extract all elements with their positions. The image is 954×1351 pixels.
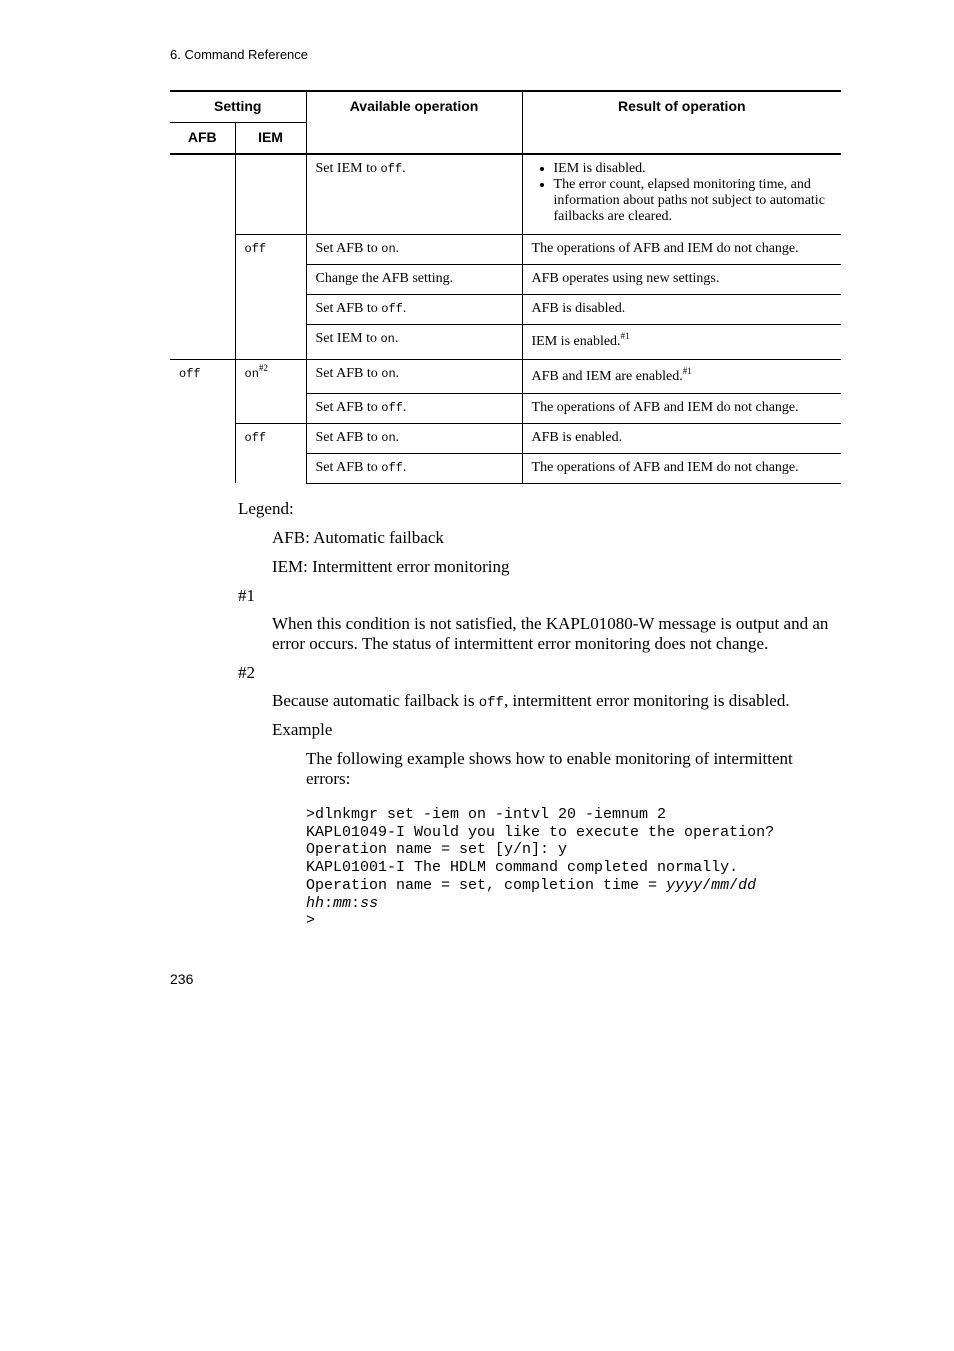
afb-cell [170,234,235,359]
footnote-ref: #2 [258,362,268,373]
note-1-label: #1 [238,586,255,605]
example-heading: Example [272,720,333,739]
result-cell: AFB and IEM are enabled.$^{\#1}$ [522,359,841,393]
header-result-of-operation: Result of operation [522,91,841,154]
note-2-label: #2 [238,663,255,682]
header-iem: IEM [235,123,306,155]
operation-cell: Set AFB to off. [306,294,522,324]
operation-cell: Set IEM to off. [306,154,522,234]
table-row [170,234,841,264]
result-cell: AFB operates using new settings. [522,264,841,294]
list-item: • IEM is disabled. [554,161,833,177]
result-cell: AFB is enabled. [522,423,841,453]
operation-cell: Set IEM to on. [306,324,522,359]
result-bullet-list [532,161,833,225]
table-row [170,423,841,453]
running-header: 6. Command Reference [170,47,309,62]
header-setting: Setting [170,91,306,123]
operation-cell: Change the AFB setting. [306,264,522,294]
operation-cell: Set AFB to off. [306,453,522,483]
legend-iem: IEM: Intermittent error monitoring [272,557,510,576]
page-number: 236 [170,971,194,987]
result-cell: The operations of AFB and IEM do not change. [522,453,841,483]
note-1-text: When this condition is not satisfied, the KAPL01080-W message is output and an error occurs. The status of intermittent error monitoring does not change. [272,614,829,653]
operation-cell: Set AFB to on. [306,423,522,453]
afb-cell [170,154,235,234]
example-code-block: >dlnkmgr set -iem on -intvl 20 -iemnum 2 KAPL01049-I Would you like to execute the operation? Operation name = set [y/n]: y KAPL01001-I The HDLM command completed normally. Operation name = set, completion time = yyyy/mm/dd hh:mm:ss > [306,806,775,930]
footnote-ref: #1 [620,330,630,341]
result-cell: AFB is disabled. [522,294,841,324]
table-row [170,359,841,393]
iem-cell: off [235,234,306,359]
result-cell: The operations of AFB and IEM do not change. [522,234,841,264]
example-description: The following example shows how to enable monitoring of intermittent errors: [306,749,793,788]
list-item: • The error count, elapsed monitoring time, and information about paths not subject to automatic failbacks are cleared. [554,177,833,225]
afb-cell: off [170,359,235,483]
operation-cell: Set AFB to off. [306,393,522,423]
result-cell [522,154,841,234]
iem-cell [235,154,306,234]
table-row [170,154,841,234]
iem-cell: off [235,423,306,483]
footnote-ref: #1 [682,365,692,376]
legend-afb: AFB: Automatic failback [272,528,444,547]
header-afb: AFB [170,123,235,155]
note-2-text: Because automatic failback is off, intermittent error monitoring is disabled. [272,691,790,711]
operation-cell: Set AFB to on. [306,234,522,264]
afb-iem-operation-table [170,90,841,484]
result-cell: The operations of AFB and IEM do not change. [522,393,841,423]
result-cell: IEM is enabled.$^{\#1}$ [522,324,841,359]
legend-title: Legend: [238,499,294,518]
operation-cell: Set AFB to on. [306,359,522,393]
iem-cell: $on^{\#2}$ [235,359,306,423]
header-available-operation: Available operation [306,91,522,154]
